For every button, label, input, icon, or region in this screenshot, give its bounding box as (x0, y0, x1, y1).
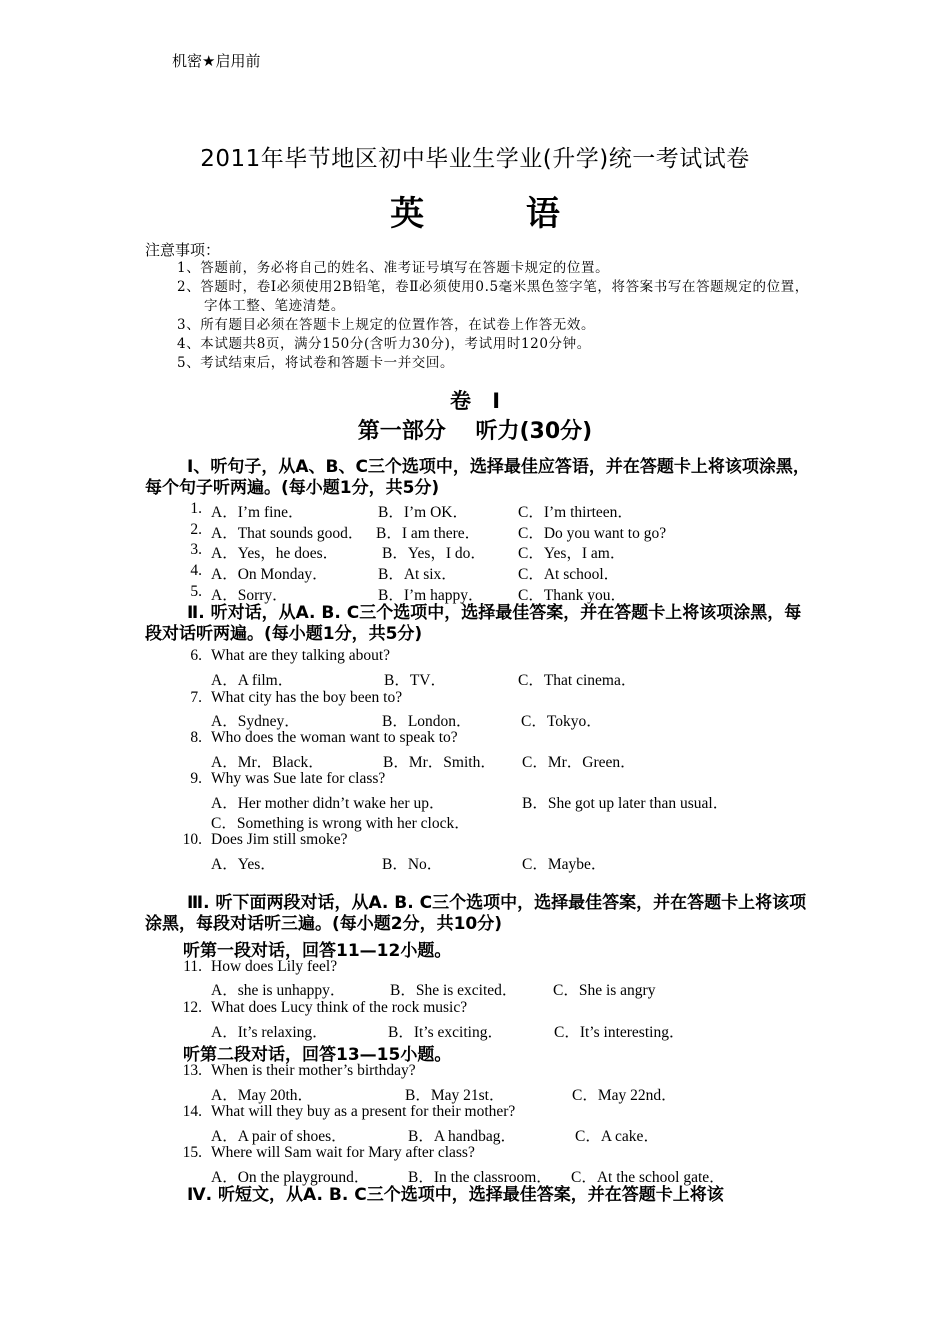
question-number: 14. (182, 1103, 202, 1120)
option-a: A．Sorry． (211, 587, 288, 604)
option-a: A．A pair of shoes． (211, 1128, 347, 1145)
question-text: Who does the woman want to speak to? (211, 729, 458, 746)
option-a: A．Sydney． (211, 713, 300, 730)
option-c: C．Maybe． (522, 856, 607, 873)
question-text: Does Jim still smoke? (211, 831, 348, 848)
option-b: B．A handbag． (408, 1128, 517, 1145)
option-a: A．Yes，he does． (211, 545, 339, 562)
option-a: A．On Monday． (211, 566, 328, 583)
notice-item: 2、答题时，卷Ⅰ必须使用2B铅笔，卷Ⅱ必须使用0.5毫米黑色签字笔，将答案书写在答题规定的位置，字体工整、笔迹清楚。 (177, 279, 809, 314)
option-c: C．Mr．Green． (522, 754, 636, 771)
option-a: A．I’m fine． (211, 504, 304, 521)
question-text: When is their mother’s birthday? (211, 1062, 416, 1079)
option-c: C．That cinema． (518, 672, 637, 689)
option-a: A．Mr．Black． (211, 754, 324, 771)
question-text: What are they talking about? (211, 647, 391, 664)
section-2-instructions: Ⅱ. 听对话，从A. B. C三个选项中，选择最佳答案，并在答题卡上将该项涂黑，每段对话听两遍。(每小题1分，共5分) (145, 603, 802, 644)
option-c: C．Something is wrong with her clock． (211, 815, 470, 832)
question-number: 10. (182, 831, 202, 848)
question-number: 13. (182, 1062, 202, 1079)
option-b: B．At six． (378, 566, 457, 583)
option-a: A．Her mother didn’t wake her up． (211, 795, 445, 812)
option-b: B．London． (382, 713, 472, 730)
option-c: C．It’s interesting． (554, 1024, 685, 1041)
question-number: 9. (190, 770, 202, 787)
option-c: C．May 22nd． (572, 1087, 677, 1104)
option-c: C．At school． (518, 566, 620, 583)
option-c: C．Do you want to go? (518, 525, 667, 542)
question-text: Why was Sue late for class? (211, 770, 386, 787)
option-b: B．I am there． (376, 525, 481, 542)
question-number: 5. (190, 583, 202, 600)
option-b: B．Yes，I do． (382, 545, 486, 562)
question-text: What will they buy as a present for their mother? (211, 1103, 516, 1120)
section-1-instructions: Ⅰ、听句子，从A、B、C三个选项中，选择最佳应答语，并在答题卡上将该项涂黑，每个句子听两遍。(每小题1分，共5分) (145, 457, 810, 498)
option-b: B．I’m OK． (378, 504, 468, 521)
subject-title: 英 语 (390, 194, 560, 234)
question-number: 4. (190, 562, 202, 579)
option-c: C．She is angry (553, 982, 656, 999)
option-b: B．No． (382, 856, 443, 873)
section-4-instructions: Ⅳ. 听短文，从A. B. C三个选项中，选择最佳答案，并在答题卡上将该 (187, 1185, 724, 1205)
option-a: A．May 20th． (211, 1087, 314, 1104)
dialogue-1-heading: 听第一段对话，回答11—12小题。 (183, 941, 452, 961)
question-number: 3. (190, 541, 202, 558)
notice-item: 5、考试结束后，将试卷和答题卡一并交回。 (177, 355, 455, 371)
option-c: C．At the school gate． (571, 1169, 725, 1186)
question-number: 6. (190, 647, 202, 664)
option-b: B．She got up later than usual． (522, 795, 729, 812)
option-a: A．Yes． (211, 856, 276, 873)
option-a: A．A film． (211, 672, 294, 689)
question-number: 8. (190, 729, 202, 746)
confidential-label: 机密★启用前 (172, 52, 261, 70)
option-a: A．That sounds good． (211, 525, 364, 542)
question-number: 11. (183, 958, 202, 975)
notice-title: 注意事项： (145, 241, 221, 259)
section-3-instructions: Ⅲ. 听下面两段对话，从A. B. C三个选项中，选择最佳答案，并在答题卡上将该项涂黑，每段对话听三遍。(每小题2分，共10分) (145, 893, 807, 934)
option-c: C．Yes，I am． (518, 545, 626, 562)
option-b: B．It’s exciting． (388, 1024, 503, 1041)
question-number: 1. (190, 500, 202, 517)
option-b: B．In the classroom． (408, 1169, 552, 1186)
exam-title: 2011年毕节地区初中毕业生学业(升学)统一考试试卷 (200, 146, 750, 172)
notice-item: 1、答题前，务必将自己的姓名、准考证号填写在答题卡规定的位置。 (177, 260, 610, 276)
dialogue-2-heading: 听第二段对话，回答13—15小题。 (183, 1045, 452, 1065)
part-heading: 第一部分 听力(30分) (357, 419, 593, 444)
question-number: 2. (190, 521, 202, 538)
option-b: B．Mr．Smith． (383, 754, 496, 771)
question-number: 7. (190, 689, 202, 706)
option-b: B．She is excited． (390, 982, 518, 999)
notice-item: 3、所有题目必须在答题卡上规定的位置作答，在试卷上作答无效。 (177, 317, 596, 333)
option-b: B．TV． (384, 672, 447, 689)
question-text: How does Lily feel? (211, 958, 338, 975)
option-b: B．I’m happy． (378, 587, 484, 604)
option-c: C．I’m thirteen． (518, 504, 633, 521)
option-c: C．Tokyo． (521, 713, 602, 730)
option-a: A．she is unhappy． (211, 982, 346, 999)
option-c: C．A cake． (575, 1128, 659, 1145)
option-b: B．May 21st． (405, 1087, 505, 1104)
volume-heading: 卷 Ⅰ (449, 389, 501, 413)
question-text: Where will Sam wait for Mary after class? (211, 1144, 475, 1161)
question-number: 15. (182, 1144, 202, 1161)
question-text: What city has the boy been to? (211, 689, 403, 706)
option-a: A．It’s relaxing． (211, 1024, 328, 1041)
notice-list (177, 259, 817, 373)
notice-item: 4、本试题共8页，满分150分(含听力30分)，考试用时120分钟。 (177, 336, 591, 352)
option-c: C．Thank you． (518, 587, 627, 604)
option-a: A．On the playground． (211, 1169, 370, 1186)
question-text: What does Lucy think of the rock music? (211, 999, 468, 1016)
question-number: 12. (182, 999, 202, 1016)
